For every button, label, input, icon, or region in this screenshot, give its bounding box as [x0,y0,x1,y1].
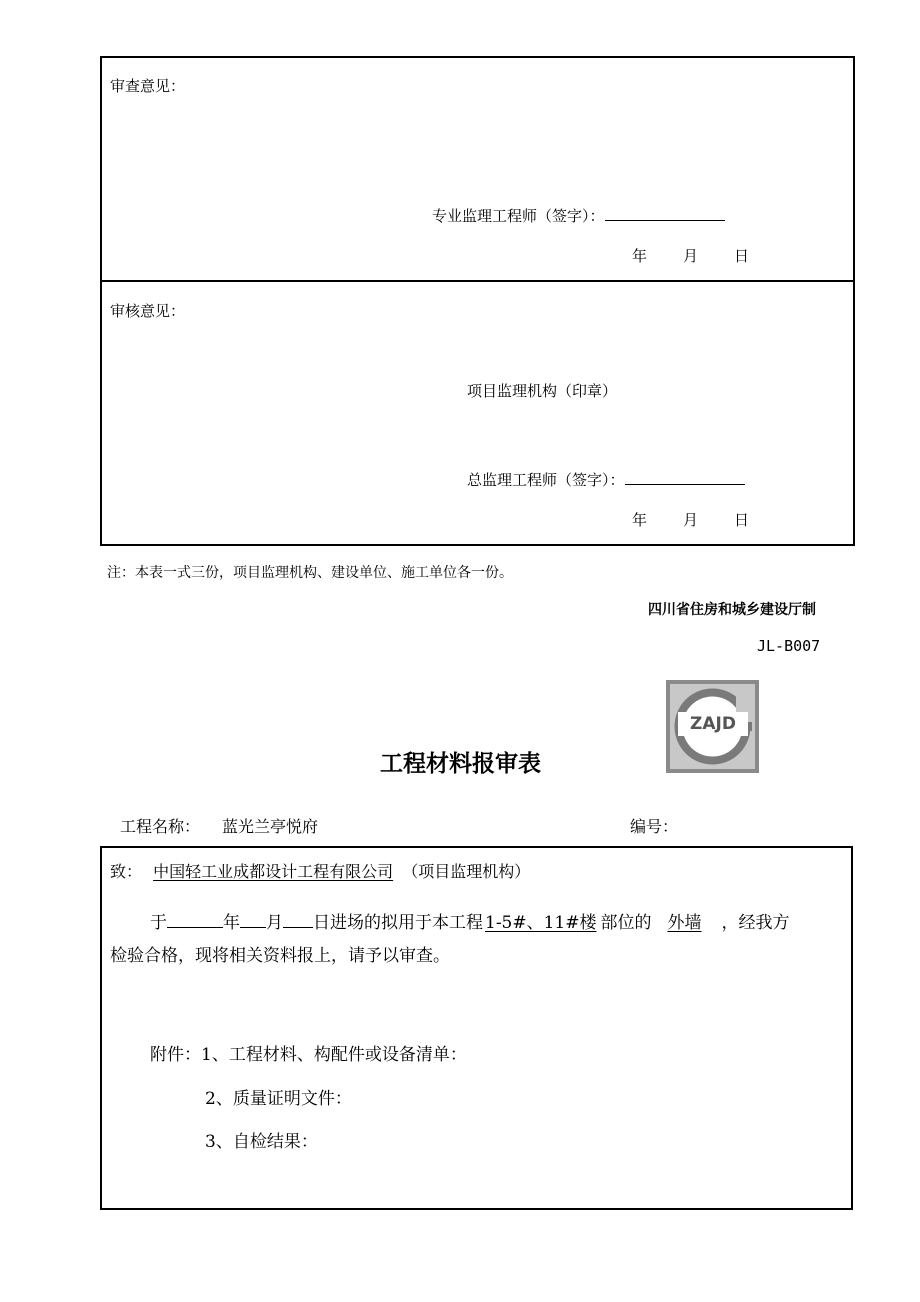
chief-signature-row [467,468,745,490]
part-value: 外墙 [667,913,702,933]
entry-year-blank[interactable] [167,909,223,928]
audit-section [100,280,855,546]
engineer-signature-row [432,204,725,226]
project-number-label: 编号： [630,817,679,836]
logo-text: ZAJD [690,714,736,734]
chief-signature-field[interactable] [625,468,745,485]
audit-date-day: 日 [734,511,750,529]
part-text: 部位的 [600,913,652,933]
review-date-month: 月 [683,247,699,265]
to-label: 致： [110,862,143,881]
entry-month-blank[interactable] [240,909,266,928]
audit-label: 审核意见： [110,302,186,320]
engineer-signature-field[interactable] [605,204,725,221]
zajd-logo [666,680,759,773]
engineer-sign-label: 专业监理工程师（签字）： [432,207,605,225]
month-text: 月 [266,913,283,933]
year-text: 年 [223,913,240,933]
copies-note: 注：本表一式三份，项目监理机构、建设单位、施工单位各一份。 [107,565,513,581]
addressee-row [110,861,530,883]
audit-date-month: 月 [683,511,699,529]
yu-text: 于 [150,913,167,933]
entry-statement-line2: 检验合格，现将相关资料报上，请予以审查。 [110,946,450,966]
page-title: 工程材料报审表 [380,751,541,777]
material-report-form [100,846,853,1210]
review-date-day: 日 [734,247,750,265]
project-name-value: 蓝光兰亭悦府 [222,817,319,836]
chief-sign-label: 总监理工程师（签字）： [467,471,625,489]
line1-tail: ，经我方 [721,913,790,933]
review-label: 审查意见： [110,77,186,95]
form-code: JL-B007 [757,637,821,655]
issuer: 四川省住房和城乡建设厅制 [648,602,816,618]
entry-statement-line1 [150,909,790,935]
attachments-label: 附件： [150,1045,201,1065]
org-seal-label: 项目监理机构（印章） [467,382,618,400]
day-text: 日进场的拟用于本工程 [313,913,483,933]
to-company: 中国轻工业成都设计工程有限公司 [153,862,394,881]
attachment-3: 3、自检结果： [205,1132,318,1152]
attachment-1-row [150,1043,467,1067]
attachment-1: 1、工程材料、构配件或设备清单： [201,1045,467,1065]
entry-day-blank[interactable] [283,909,313,928]
review-date-year: 年 [632,247,648,265]
building-value: 1-5#、11#楼 [485,913,597,933]
project-name-label: 工程名称： [120,817,201,836]
attachment-2: 2、质量证明文件： [205,1089,352,1109]
to-suffix: （项目监理机构） [402,862,531,881]
audit-date-year: 年 [632,511,648,529]
